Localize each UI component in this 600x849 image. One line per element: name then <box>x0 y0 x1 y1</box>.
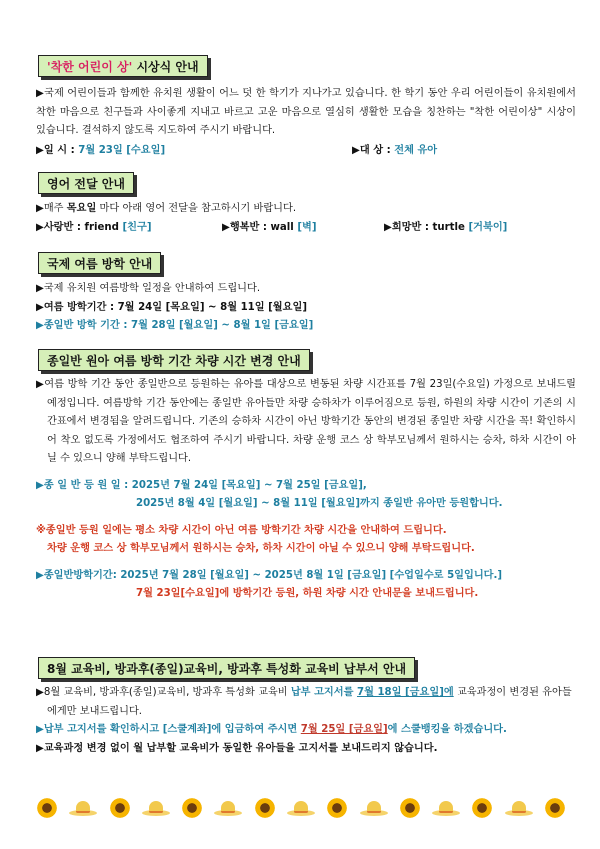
sunflower-icon <box>254 797 276 819</box>
sunflower-icon <box>399 797 421 819</box>
straw-hat-icon <box>69 800 97 816</box>
decoration-row <box>36 794 566 822</box>
tuition-line-2: ▶납부 고지서를 확인하시고 [스쿨계좌]에 입금하여 주시면 7월 25일 [금요일]에 스쿨뱅킹을 하겠습니다. <box>36 724 507 735</box>
bus-note-2: 차량 운행 코스 상 학부모님께서 원하시는 승차, 하차 시간이 아닐 수 있으니 양해 부탁드립니다. <box>47 543 475 554</box>
vacation-period: ▶여름 방학기간 : 7월 24일 [목요일] ~ 8월 11일 [월요일] <box>36 301 307 313</box>
sunflower-icon <box>326 797 348 819</box>
sunflower-icon <box>109 797 131 819</box>
award-heading: '착한 어린이 상' 시상식 안내 <box>38 55 208 77</box>
award-date: ▶일 시 : 7월 23일 [수요일] <box>36 144 166 156</box>
english-class-1: ▶사랑반 : friend [친구] <box>36 221 152 233</box>
section-tuition <box>36 657 576 758</box>
english-class-2: ▶행복반 : wall [벽] <box>222 221 317 233</box>
bus-body: ▶여름 방학 기간 동안 종일반으로 등원하는 유아를 대상으로 변동된 차량 시간표를 7월 23일(수요일) 가정으로 보내드릴 예정입니다. 여름방학 기간 동안에는 종일반 유아들만 차량 승하차가 이루어짐으로 등원, 하원의 차량 시간이 기존의 시간표에서 변경됨을 알려드립니다. 기존의 승하차 시간이 아닌 방학기간 동안의 변경된 종일반 차량 시간을 꼭! 확인하시어 착오 없도록 가정에서도 협조하여 주시기 바랍니다. 차량 운행 코스 상 학부모님께서 원하시는 승차, 하차 시간이 아닐 수 있으니 양해 부탁드립니다. <box>36 379 576 464</box>
vacation-fullday-period: ▶종일반 방학 기간 : 7월 28일 [월요일] ~ 8월 1일 [금요일] <box>36 320 314 331</box>
section-bus-change <box>36 349 576 604</box>
bus-notice-send: 7월 23일[수요일]에 방학기간 등원, 하원 차량 시간 안내문을 보내드립니다. <box>136 588 479 599</box>
straw-hat-icon <box>432 800 460 816</box>
english-class-3: ▶희망반 : turtle [거북이] <box>384 221 508 233</box>
award-target: ▶대 상 : 전체 유아 <box>352 144 438 156</box>
bus-vacation-period: ▶종일반방학기간: 2025년 7월 28일 [월요일] ~ 2025년 8월 1일 [금요일] [수업일수로 5일입니다.] <box>36 569 503 581</box>
sunflower-icon <box>544 797 566 819</box>
vacation-heading: 국제 여름 방학 안내 <box>38 252 161 274</box>
vacation-intro: ▶국제 유치원 여름방학 일정을 안내하여 드립니다. <box>36 283 261 294</box>
english-heading: 영어 전달 안내 <box>38 172 134 194</box>
section-vacation <box>36 252 576 336</box>
straw-hat-icon <box>505 800 533 816</box>
section-award <box>36 55 576 160</box>
straw-hat-icon <box>214 800 242 816</box>
sunflower-icon <box>36 797 58 819</box>
english-intro: ▶매주 목요일 마다 아래 영어 전달을 참고하시기 바랍니다. <box>36 203 297 214</box>
bus-attend-days-1: ▶종 일 반 등 원 일 : 2025년 7월 24일 [목요일] ~ 7월 25일 [금요일], <box>36 479 367 491</box>
tuition-line-3: ▶교육과정 변경 없이 월 납부할 교육비가 동일한 유아들을 고지서를 보내드리지 않습니다. <box>36 742 438 754</box>
bus-attend-days-2: 2025년 8월 4일 [월요일] ~ 8월 11일 [월요일]까지 종일반 유아만 등원합니다. <box>136 498 503 509</box>
bus-heading: 종일반 원아 여름 방학 기간 차량 시간 변경 안내 <box>38 349 310 371</box>
section-english <box>36 172 576 237</box>
sunflower-icon <box>181 797 203 819</box>
tuition-line-1: ▶8월 교육비, 방과후(종일)교육비, 방과후 특성화 교육비 납부 고지서를 7월 18일 [금요일]에 교육과정이 변경된 유아들에게만 보내드립니다. <box>36 687 572 717</box>
award-body: ▶국제 어린이들과 함께한 유치원 생활이 어느 덧 한 학기가 지나가고 있습니다. 한 학기 동안 우리 어린이들이 유치원에서 착한 마음으로 친구들과 사이좋게 지내고 바르고 고운 마음으로 열심히 생활한 모습을 칭찬하는 "착한 어린이상" 시상이 있습니다. 결석하지 않도록 지도하여 주시기 바랍니다. <box>36 88 576 136</box>
straw-hat-icon <box>287 800 315 816</box>
straw-hat-icon <box>142 800 170 816</box>
sunflower-icon <box>471 797 493 819</box>
bus-note-1: ※종일반 등원 일에는 평소 차량 시간이 아닌 여름 방학기간 차량 시간을 안내하여 드립니다. <box>36 524 447 536</box>
straw-hat-icon <box>360 800 388 816</box>
tuition-heading: 8월 교육비, 방과후(종일)교육비, 방과후 특성화 교육비 납부서 안내 <box>38 657 415 679</box>
